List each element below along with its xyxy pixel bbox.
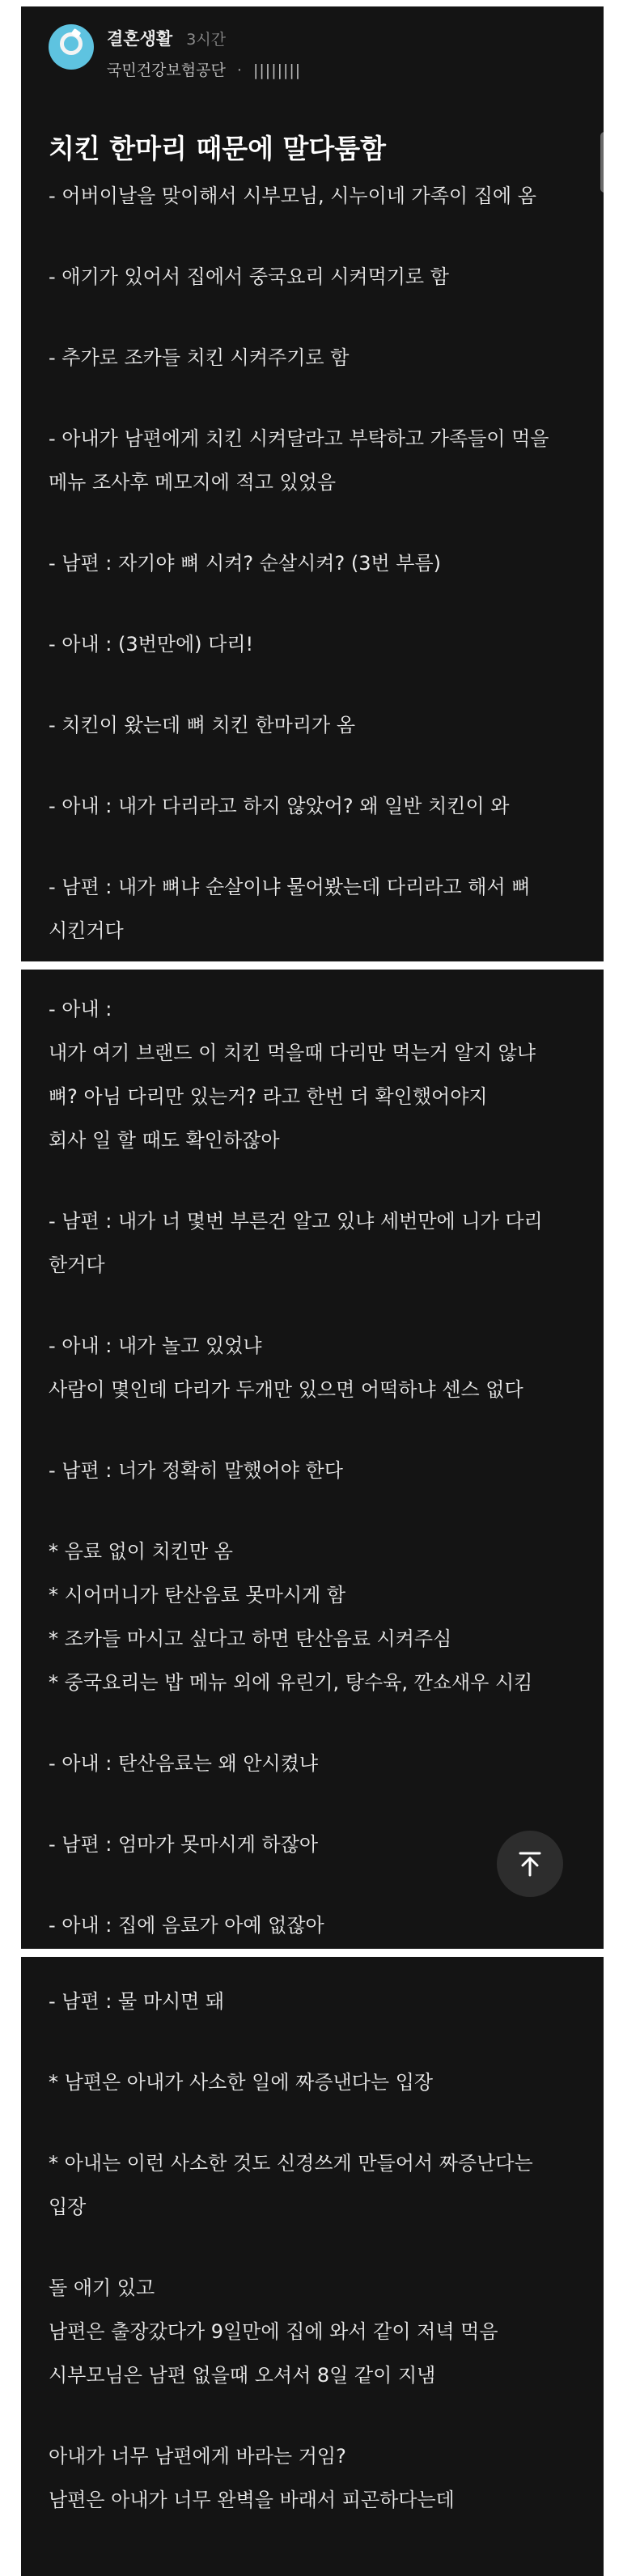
post-text-line: 메뉴 조사후 메모지에 적고 있었음	[49, 471, 337, 494]
arrow-up-to-top-icon	[516, 1850, 544, 1878]
post-text-line: - 아내 : 집에 음료가 아예 없잖아	[49, 1914, 324, 1937]
post-panel-1	[21, 6, 604, 961]
post-text-line: - 어버이날을 맞이해서 시부모님, 시누이네 가족이 집에 옴	[49, 185, 536, 207]
paragraph-gap	[49, 747, 576, 784]
paragraph-gap	[49, 1162, 576, 1199]
scroll-to-top-button[interactable]	[497, 1831, 563, 1897]
post-title: 치킨 한마리 때문에 말다툼함	[49, 133, 387, 164]
post-body-section-1	[49, 174, 576, 953]
post-text-line: - 아내 : 내가 다리라고 하지 않았어? 왜 일반 치킨이 와	[49, 795, 510, 817]
post-time: 3시간	[186, 31, 227, 49]
post-panel-2	[21, 970, 604, 1949]
paragraph-gap	[49, 218, 576, 255]
post-text-line: - 추가로 조카들 치킨 시켜주기로 함	[49, 346, 350, 369]
post-text-line: - 남편 : 물 마시면 돼	[49, 1990, 225, 2013]
post-text-line: * 남편은 아내가 사소한 일에 짜증낸다는 입장	[49, 2071, 434, 2094]
post-body-section-3	[49, 1980, 576, 2522]
channel-avatar[interactable]	[49, 24, 94, 70]
post-text-line: - 아내가 남편에게 치킨 시켜달라고 부탁하고 가족들이 먹을	[49, 427, 549, 450]
paragraph-gap	[49, 380, 576, 417]
post-text-line: 남편은 아내가 너무 완벽을 바래서 피곤하다는데	[49, 2489, 455, 2511]
post-text-line: 한거다	[49, 1254, 105, 1276]
paragraph-gap	[49, 1866, 576, 1903]
paragraph-gap	[49, 1411, 576, 1449]
post-text-line: - 남편 : 너가 정확히 말했어야 한다	[49, 1459, 343, 1482]
post-text-line: - 남편 : 자기야 뼈 시켜? 순살시켜? (3번 부름)	[49, 552, 442, 575]
post-text-line: 사람이 몇인데 다리가 두개만 있으면 어떡하냐 센스 없다	[49, 1378, 523, 1401]
paragraph-gap	[49, 2023, 576, 2060]
post-text-line: 내가 여기 브랜드 이 치킨 먹을때 다리만 먹는거 알지 않냐	[49, 1042, 536, 1064]
post-text-line: 아내가 너무 남편에게 바라는 거임?	[49, 2445, 346, 2468]
author-name[interactable]: 국민건강보험공단	[107, 62, 226, 79]
post-text-line: - 애기가 있어서 집에서 중국요리 시켜먹기로 함	[49, 265, 449, 288]
paragraph-gap	[49, 1785, 576, 1823]
post-text-line: - 아내 : 탄산음료는 왜 안시켰냐	[49, 1752, 319, 1775]
post-text-line: - 치킨이 왔는데 뼈 치킨 한마리가 옴	[49, 714, 356, 736]
scrollbar-thumb[interactable]	[600, 132, 604, 193]
post-text-line: 시킨거다	[49, 919, 124, 942]
post-text-line: * 음료 없이 치킨만 옴	[49, 1540, 233, 1563]
paragraph-gap	[49, 1704, 576, 1742]
post-text-line: 입장	[49, 2196, 87, 2218]
paragraph-gap	[49, 299, 576, 336]
paragraph-gap	[49, 2229, 576, 2266]
paragraph-gap	[49, 2397, 576, 2434]
post-body-section-2	[49, 987, 576, 1947]
separator-dot: ·	[236, 62, 242, 79]
paragraph-gap	[49, 828, 576, 865]
post-text-line: * 시어머니가 탄산음료 못마시게 함	[49, 1584, 346, 1606]
paragraph-gap	[49, 2104, 576, 2141]
post-text-line: 시부모님은 남편 없을때 오셔서 8일 같이 지냄	[49, 2364, 436, 2387]
post-panel-3	[21, 1957, 604, 2576]
paragraph-gap	[49, 504, 576, 541]
paragraph-gap	[49, 1287, 576, 1324]
post-text-line: 돌 애기 있고	[49, 2277, 155, 2299]
paragraph-gap	[49, 1492, 576, 1530]
author-line	[107, 58, 301, 80]
author-badge: ||||||||	[252, 62, 302, 79]
post-text-line: 뼈? 아님 다리만 있는거? 라고 한번 더 확인했어야지	[49, 1085, 488, 1108]
post-text-line: - 남편 : 엄마가 못마시게 하잖아	[49, 1833, 319, 1856]
post-text-line: * 아내는 이런 사소한 것도 신경쓰게 만들어서 짜증난다는	[49, 2152, 533, 2175]
post-text-line: * 중국요리는 밥 메뉴 외에 유린기, 탕수육, 깐쇼새우 시킴	[49, 1671, 533, 1694]
post-text-line: 남편은 출장갔다가 9일만에 집에 와서 같이 저녁 먹음	[49, 2320, 498, 2343]
channel-name[interactable]: 결혼생활	[107, 29, 173, 49]
paragraph-gap	[49, 666, 576, 703]
header-text	[107, 26, 301, 80]
post-text-line: - 남편 : 내가 너 몇번 부른건 알고 있냐 세번만에 니가 다리	[49, 1210, 543, 1233]
post-text-line: - 아내 : (3번만에) 다리!	[49, 633, 254, 656]
paragraph-gap	[49, 585, 576, 622]
post-text-line: 회사 일 할 때도 확인하잖아	[49, 1129, 280, 1152]
post-text-line: - 아내 : 내가 놀고 있었냐	[49, 1335, 262, 1357]
post-text-line: * 조카들 마시고 싶다고 하면 탄산음료 시켜주심	[49, 1628, 452, 1650]
post-text-line: - 남편 : 내가 뼈냐 순살이냐 물어봤는데 다리라고 해서 뼈	[49, 876, 531, 898]
post-text-line: - 아내 :	[49, 998, 112, 1021]
